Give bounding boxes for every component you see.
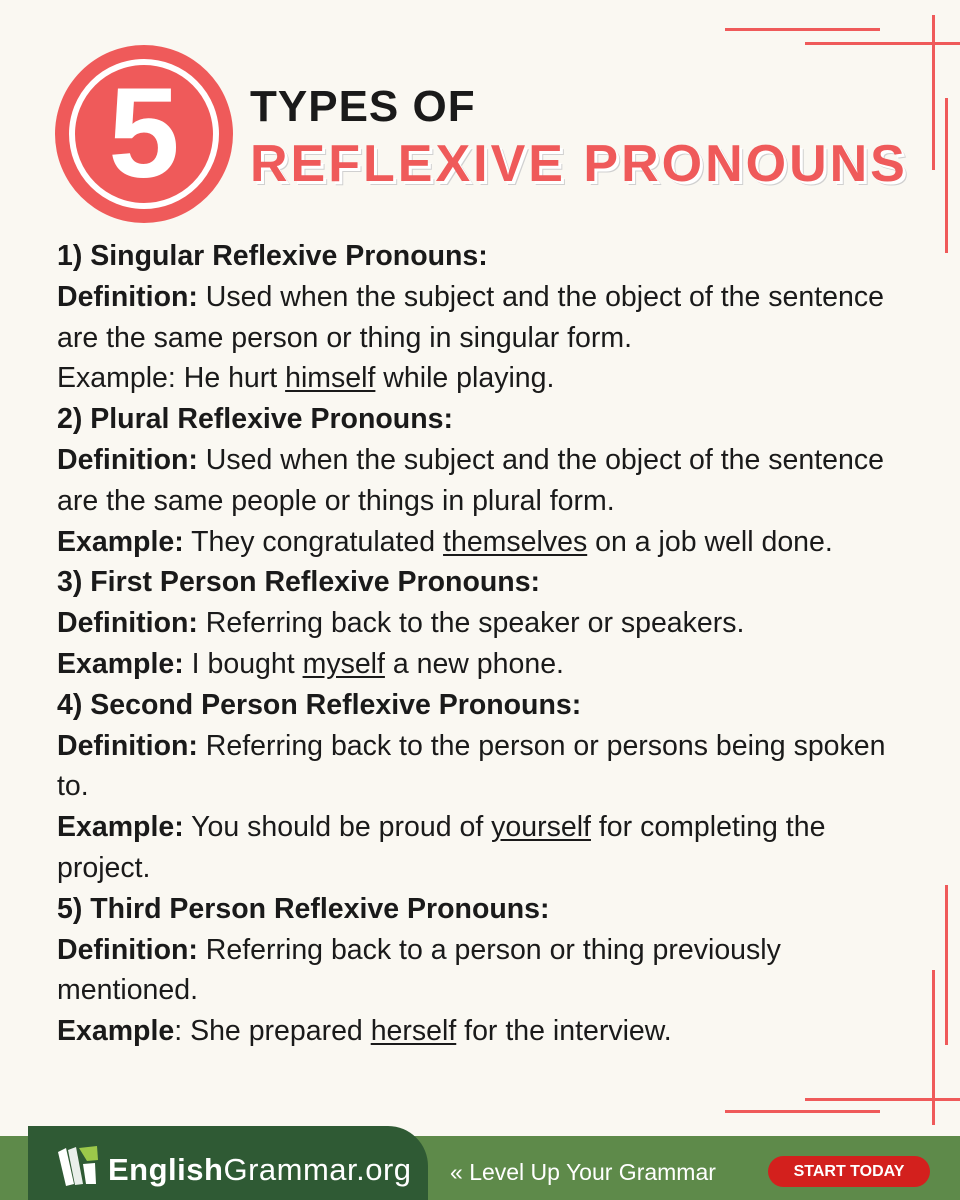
section-2-example [57, 522, 887, 563]
section-3-definition [57, 603, 887, 644]
definition-text: Used when the subject and the object of the sentence are the same people or things in plural form. [57, 443, 884, 517]
example-after: on a job well done. [587, 525, 833, 558]
definition-text: Referring back to the person or persons being spoken to. [57, 729, 886, 803]
example-label: Example: [57, 525, 184, 558]
content-body [57, 236, 887, 1052]
badge-number: 5 [69, 59, 219, 209]
definition-label: Definition: [57, 280, 198, 313]
example-after: for completing the project. [57, 811, 826, 884]
example-word: himself [285, 362, 376, 395]
section-5-definition [57, 930, 887, 1012]
example-label: Example: [57, 362, 176, 395]
section-1-heading: 1) Singular Reflexive Pronouns: [57, 240, 488, 272]
section-1-example [57, 358, 887, 399]
example-before: I bought [183, 647, 303, 680]
example-after: a new phone. [384, 647, 564, 680]
example-after: for the interview. [456, 1015, 672, 1048]
definition-label: Definition: [57, 443, 198, 476]
section-1-definition [57, 277, 887, 359]
tagline-text: Level Up Your Grammar [469, 1159, 716, 1185]
definition-label: Definition: [57, 729, 198, 762]
definition-text: Referring back to a person or thing previously mentioned. [57, 933, 781, 1007]
section-3-heading: 3) First Person Reflexive Pronouns: [57, 566, 541, 599]
example-after: while playing. [375, 362, 555, 395]
definition-label: Definition: [57, 607, 198, 640]
decor-line-bottom-v2 [932, 970, 935, 1125]
example-word: yourself [491, 811, 591, 844]
example-before: You should be proud of [183, 811, 492, 844]
definition-text: Referring back to the speaker or speakers. [197, 607, 745, 640]
number-badge [55, 45, 233, 223]
definition-text: Used when the subject and the object of the sentence are the same person or thing in singular form. [57, 280, 884, 354]
section-4-heading: 4) Second Person Reflexive Pronouns: [57, 688, 582, 721]
section-2-definition [57, 440, 887, 522]
logo-text-rest: Grammar.org [223, 1152, 412, 1187]
section-4-definition [57, 726, 887, 808]
decor-line-top-v2 [945, 98, 948, 253]
decor-line-bottom-2 [725, 1110, 880, 1113]
logo-text-bold: English [108, 1152, 224, 1187]
example-before: They congratulated [183, 525, 444, 558]
tagline [450, 1159, 716, 1186]
double-chevron-left-icon: « [450, 1159, 463, 1185]
example-word: themselves [443, 525, 588, 558]
section-3-example [57, 644, 887, 685]
section-5-heading: 5) Third Person Reflexive Pronouns: [57, 892, 550, 925]
title-line-1: TYPES OF [250, 82, 476, 131]
decor-line-top-1 [725, 28, 880, 31]
decor-line-top-v1 [932, 15, 935, 170]
decor-line-bottom-v1 [945, 885, 948, 1045]
start-today-button[interactable]: START TODAY [768, 1156, 930, 1187]
example-label: Example [57, 1015, 175, 1048]
example-before: : She prepared [174, 1015, 371, 1048]
decor-line-bottom-1 [805, 1098, 960, 1101]
definition-label: Definition: [57, 933, 198, 966]
title-line-2: REFLEXIVE PRONOUNS [250, 135, 908, 193]
example-label: Example: [57, 647, 184, 680]
example-word: myself [302, 647, 385, 680]
example-word: herself [370, 1015, 457, 1048]
example-label: Example: [57, 811, 184, 844]
section-4-example [57, 807, 887, 889]
logo-icon [52, 1140, 102, 1190]
logo-text[interactable] [108, 1152, 412, 1188]
decor-line-top-2 [805, 42, 960, 45]
section-2-heading: 2) Plural Reflexive Pronouns: [57, 403, 453, 436]
section-5-example [57, 1011, 887, 1052]
example-before: He hurt [175, 362, 286, 395]
